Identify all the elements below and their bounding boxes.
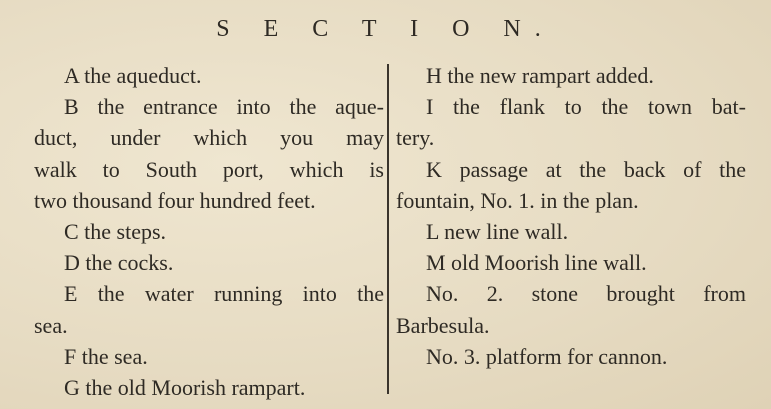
legend-line: C the steps. bbox=[64, 218, 167, 244]
legend-line: No. 2. stone brought from bbox=[426, 281, 746, 307]
legend-line: G the old Moorish rampart. bbox=[64, 374, 306, 400]
legend-line: sea. bbox=[34, 312, 68, 338]
legend-line: duct, under which you may bbox=[34, 125, 384, 151]
column-divider bbox=[387, 64, 389, 394]
section-heading: S E C T I O N. bbox=[216, 16, 555, 42]
legend-line: D the cocks. bbox=[64, 250, 174, 276]
legend-line: I the flank to the town bat- bbox=[426, 94, 746, 120]
legend-line: fountain, No. 1. in the plan. bbox=[396, 187, 639, 213]
legend-line: K passage at the back of the bbox=[426, 156, 746, 182]
legend-line: tery. bbox=[396, 125, 435, 151]
legend-line: L new line wall. bbox=[426, 218, 569, 244]
legend-line: Barbesula. bbox=[396, 312, 490, 338]
legend-line: H the new rampart added. bbox=[426, 63, 654, 88]
right-column bbox=[396, 60, 746, 372]
legend-line: two thousand four hundred feet. bbox=[34, 187, 316, 213]
legend-line: F the sea. bbox=[64, 343, 148, 369]
legend-line: E the water running into the bbox=[64, 281, 384, 307]
legend-line: A the aqueduct. bbox=[64, 63, 202, 88]
legend-line: M old Moorish line wall. bbox=[426, 250, 647, 276]
legend-line: No. 3. platform for cannon. bbox=[426, 343, 668, 369]
left-column bbox=[34, 60, 384, 403]
legend-line: B the entrance into the aque- bbox=[64, 94, 384, 120]
legend-line: walk to South port, which is bbox=[34, 156, 384, 182]
